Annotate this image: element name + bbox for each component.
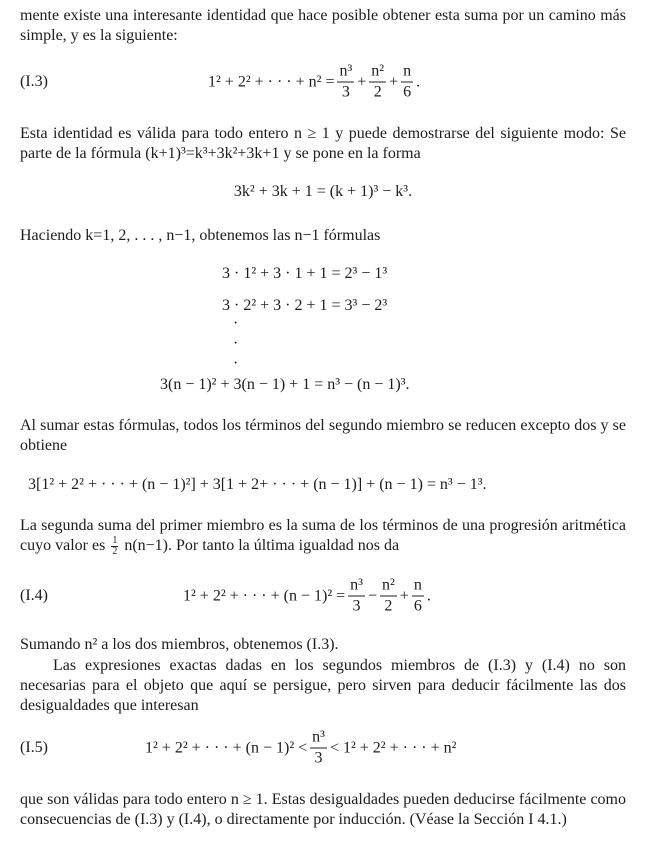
fraction-numerator: n³ — [337, 64, 354, 83]
vertical-dot-1: · — [233, 315, 239, 332]
fraction-denominator: 6 — [403, 83, 412, 101]
equation-label: (I.3) — [20, 73, 48, 90]
paragraph-sumando: Sumando n² a los dos miembros, obtenemos (I.3). — [20, 636, 339, 653]
fraction-n-over-6 — [412, 578, 424, 615]
fraction-numerator: n — [401, 64, 413, 83]
paragraph-segunda-suma — [20, 516, 626, 557]
fraction-numerator: n³ — [348, 578, 365, 597]
fraction-denominator: 2 — [373, 83, 382, 101]
fraction-n3-over-3 — [337, 64, 354, 101]
equation-label: (I.5) — [20, 739, 48, 756]
fraction-denominator: 2 — [112, 546, 118, 557]
fraction-numerator: n² — [380, 578, 397, 597]
paragraph-proof-start: Esta identidad es válida para todo entero n ≥ 1 y puede demostrarse del siguiente modo: Se parte de la fórmula (k+1)³=k³+3k²+3k+1 y se pone en la forma — [20, 125, 626, 162]
equation-telescoped-sum: 3[1² + 2² + · · · + (n − 1)²] + 3[1 + 2+ · · · + (n − 1)] + (n − 1) = n³ − 1³. — [28, 476, 487, 493]
fraction-numerator: 1 — [112, 535, 118, 546]
paragraph-expresiones: Las expresiones exactas dadas en los segundos miembros de (I.3) y (I.4) no son necesarias para el objeto que aquí se persigue, pero sirven para deducir fácilmente las dos desigualdades que interesan — [20, 657, 626, 714]
period: . — [416, 73, 421, 90]
vertical-dot-2: · — [233, 335, 239, 352]
equation-body — [183, 578, 431, 615]
fraction-numerator: n² — [369, 64, 386, 83]
paragraph-text: n(n−1). Por tanto la última igualdad nos da — [124, 537, 400, 555]
fraction-one-half — [111, 536, 118, 557]
paragraph-haciendo: Haciendo k=1, 2, . . . , n−1, obtenemos las n−1 fórmulas — [20, 227, 381, 244]
fraction-denominator: 3 — [352, 597, 361, 615]
fraction-denominator: 3 — [314, 749, 323, 767]
minus-sign: − — [367, 587, 377, 604]
fraction-n3-over-3 — [348, 578, 365, 615]
equation-1-3 — [20, 62, 626, 102]
equation-label: (I.4) — [20, 587, 48, 604]
equation-lhs: 1² + 2² + · · · + (n − 1)² = — [183, 587, 346, 604]
formula-line-last: 3(n − 1)² + 3(n − 1) + 1 = n³ − (n − 1)³. — [160, 376, 410, 393]
fraction-n-over-6 — [401, 64, 413, 101]
paragraph-intro: mente existe una interesante identidad que hace posible obtener esta suma por un camino más simple, y es la siguiente: — [20, 7, 626, 44]
paragraph-sumar: Al sumar estas fórmulas, todos los términos del segundo miembro se reducen excepto dos y se obtiene — [20, 417, 626, 454]
equation-1-5 — [20, 728, 626, 768]
fraction-numerator: n — [412, 578, 424, 597]
plus-sign: + — [399, 587, 409, 604]
fraction-denominator: 3 — [341, 83, 350, 101]
period: . — [426, 587, 431, 604]
fraction-denominator: 2 — [384, 597, 393, 615]
equation-body — [145, 730, 456, 767]
plus-sign: + — [357, 73, 367, 90]
vertical-dot-3: · — [233, 355, 239, 372]
equation-body — [208, 64, 420, 101]
formula-line-2: 3 · 2² + 3 · 2 + 1 = 3³ − 2³ — [222, 297, 388, 314]
fraction-numerator: n³ — [310, 730, 327, 749]
paragraph-validas: que son válidas para todo entero n ≥ 1. Estas desigualdades pueden deducirse fácilmente como consecuencias de (I.3) y (I.4), o directamente por inducción. (Véase la Sección I 4.1.) — [20, 791, 626, 828]
inequality-rhs: < 1² + 2² + · · · + n² — [329, 739, 457, 756]
equation-lhs: 1² + 2² + · · · + n² = — [208, 73, 335, 90]
fraction-n3-over-3 — [310, 730, 327, 767]
inequality-lhs: 1² + 2² + · · · + (n − 1)² < — [145, 739, 308, 756]
equation-k-identity: 3k² + 3k + 1 = (k + 1)³ − k³. — [233, 183, 413, 200]
plus-sign: + — [389, 73, 399, 90]
fraction-denominator: 6 — [413, 597, 422, 615]
fraction-n2-over-2 — [380, 578, 397, 615]
equation-1-4 — [20, 576, 626, 616]
fraction-n2-over-2 — [369, 64, 386, 101]
formula-line-1: 3 · 1² + 3 · 1 + 1 = 2³ − 1³ — [222, 265, 388, 282]
paragraph-text: La segunda suma del primer miembro es la suma de los términos de una progresión aritmética cuyo valor es — [20, 517, 626, 555]
